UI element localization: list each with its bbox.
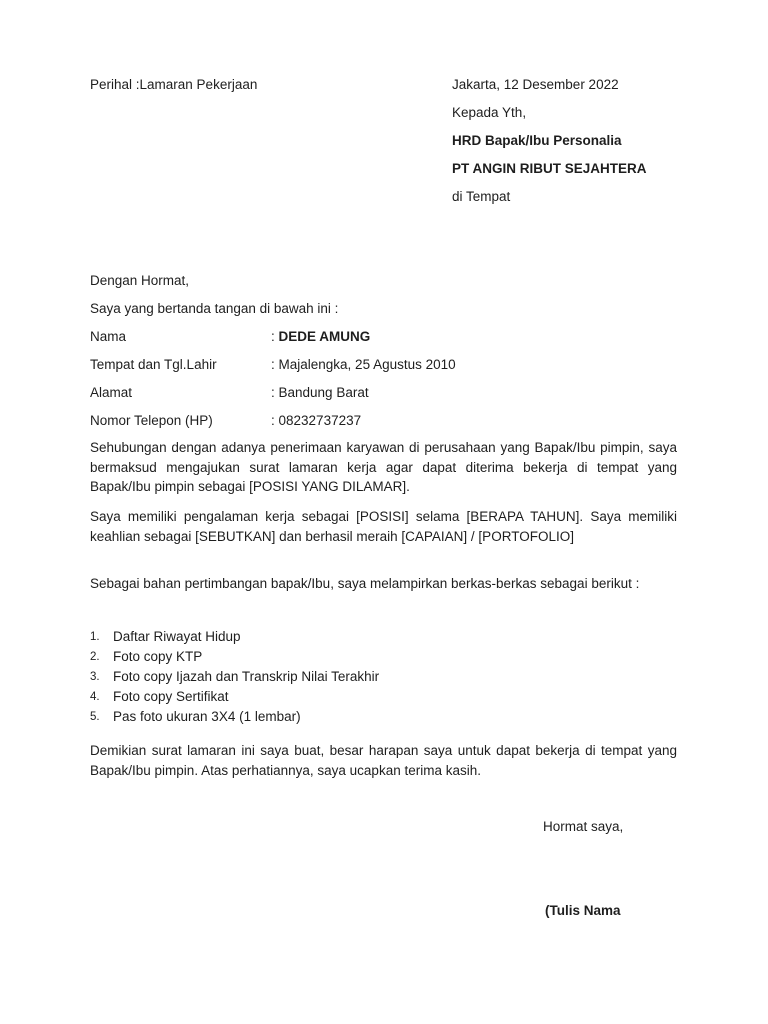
field-colon: : <box>271 357 279 372</box>
to-line: Kepada Yth, <box>452 105 527 120</box>
list-number: 3. <box>90 671 100 683</box>
list-item: Daftar Riwayat Hidup <box>113 629 241 644</box>
field-colon: : <box>271 385 279 400</box>
recipient: HRD Bapak/Ibu Personalia <box>452 133 622 148</box>
greeting: Dengan Hormat, <box>90 273 190 288</box>
list-item: Foto copy Sertifikat <box>113 689 229 704</box>
applicant-phone: 08232737237 <box>278 413 362 428</box>
list-number: 1. <box>90 631 100 643</box>
list-number: 4. <box>90 691 100 703</box>
intro-line: Saya yang bertanda tangan di bawah ini : <box>90 301 339 316</box>
paragraph-attachments-intro: Sebagai bahan pertimbangan bapak/Ibu, saya melampirkan berkas-berkas sebagai berikut : <box>90 576 640 591</box>
applicant-name: DEDE AMUNG <box>278 329 371 344</box>
paragraph-closing: Demikian surat lamaran ini saya buat, besar harapan saya untuk dapat bekerja di tempat yang Bapak/Ibu pimpin. Atas perhatiannya, saya ucapkan terima kasih. <box>90 743 677 778</box>
recipient-location: di Tempat <box>452 189 511 204</box>
applicant-address: Bandung Barat <box>278 385 369 400</box>
list-number: 5. <box>90 711 100 723</box>
field-label-name: Nama <box>90 329 127 344</box>
list-number: 2. <box>90 651 100 663</box>
signature-closing: Hormat saya, <box>543 819 624 834</box>
field-label-address: Alamat <box>90 385 133 400</box>
signature-name: (Tulis Nama <box>545 903 621 918</box>
field-label-phone: Nomor Telepon (HP) <box>90 413 213 428</box>
paragraph-experience: Saya memiliki pengalaman kerja sebagai [POSISI] selama [BERAPA TAHUN]. Saya memiliki keahlian sebagai [SEBUTKAN] dan berhasil meraih [CAPAIAN] / [PORTOFOLIO] <box>90 509 677 544</box>
place-date: Jakarta, 12 Desember 2022 <box>452 77 619 92</box>
subject-line: Perihal :Lamaran Pekerjaan <box>90 77 258 92</box>
field-value-name <box>271 329 370 344</box>
applicant-birth: Majalengka, 25 Agustus 2010 <box>278 357 456 372</box>
company-name: PT ANGIN RIBUT SEJAHTERA <box>452 161 647 176</box>
field-label-birth: Tempat dan Tgl.Lahir <box>90 357 217 372</box>
field-colon: : <box>271 329 279 344</box>
field-value-address <box>271 385 369 400</box>
field-value-birth <box>271 357 456 372</box>
field-value-phone <box>271 413 361 428</box>
list-item: Pas foto ukuran 3X4 (1 lembar) <box>113 709 301 724</box>
field-colon: : <box>271 413 279 428</box>
list-item: Foto copy Ijazah dan Transkrip Nilai Terakhir <box>113 669 380 684</box>
list-item: Foto copy KTP <box>113 649 203 664</box>
paragraph-application: Sehubungan dengan adanya penerimaan karyawan di perusahaan yang Bapak/Ibu pimpin, saya bermaksud mengajukan surat lamaran kerja agar dapat diterima bekerja di tempat yang Bapak/Ibu pimpin sebagai [POSISI YANG DILAMAR]. <box>90 440 677 494</box>
